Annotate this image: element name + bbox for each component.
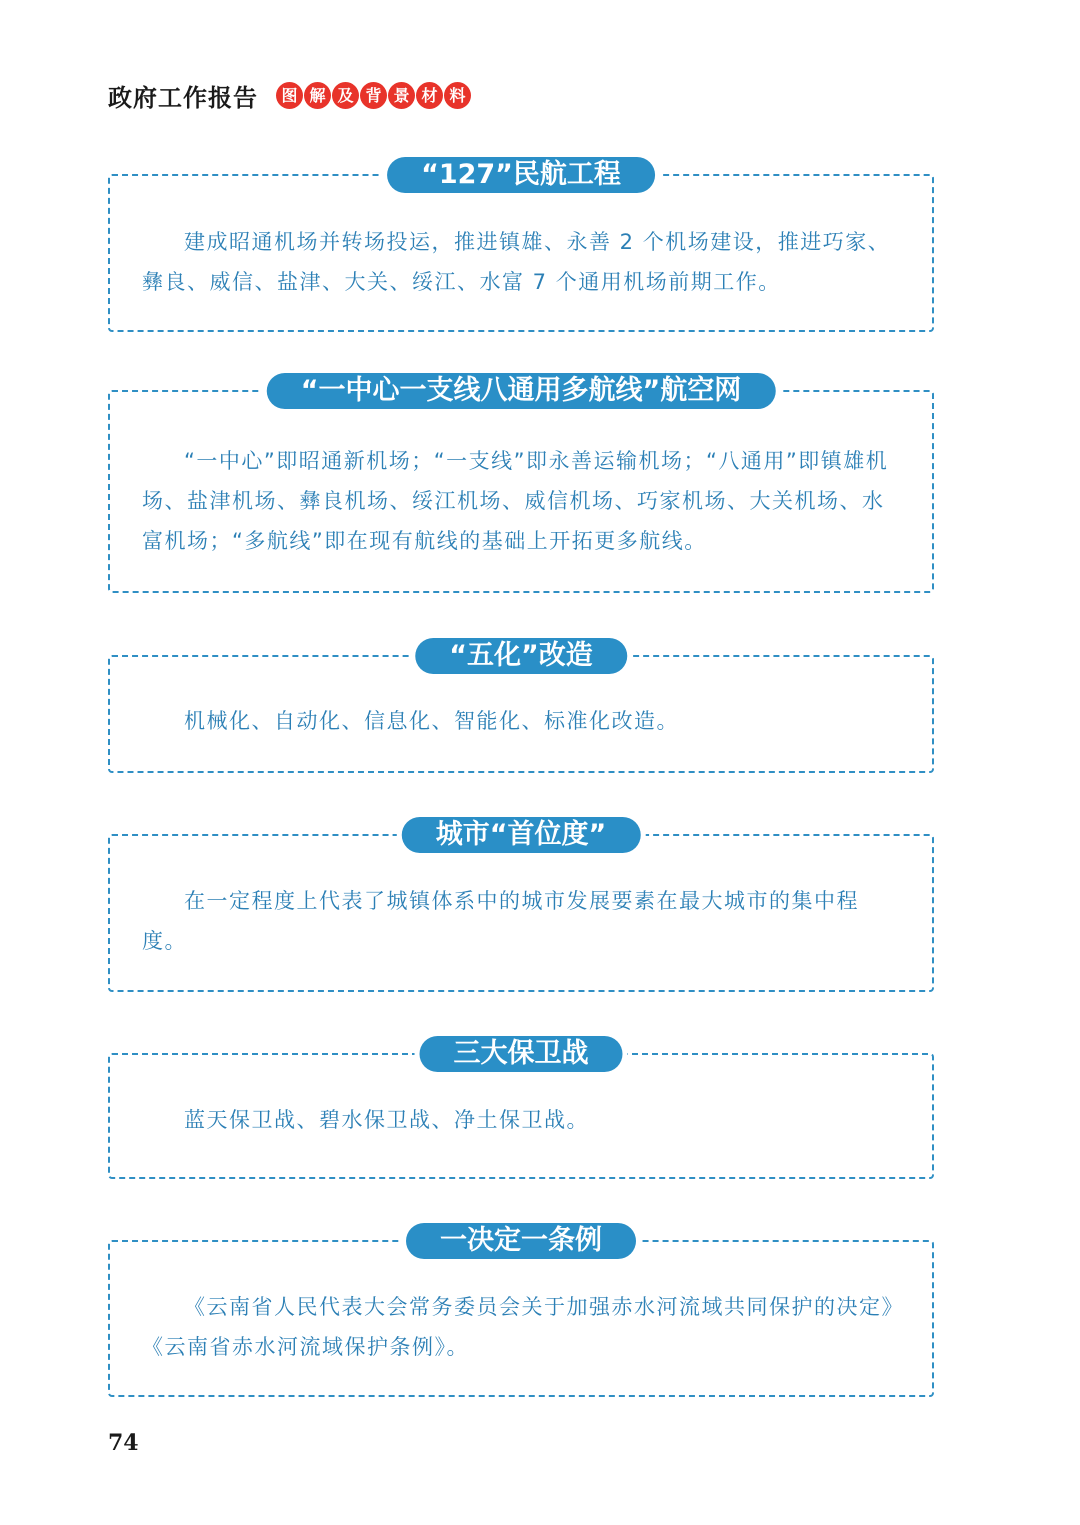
term-box bbox=[108, 1225, 934, 1397]
term-description: 在一定程度上代表了城镇体系中的城市发展要素在最大城市的集中程度。 bbox=[142, 889, 859, 953]
term-box bbox=[108, 819, 934, 992]
seal-char: 解 bbox=[304, 82, 331, 109]
term-box bbox=[108, 640, 934, 773]
term-heading: 三大保卫战 bbox=[420, 1036, 623, 1072]
seal-char: 及 bbox=[332, 82, 359, 109]
term-description: “一中心”即昭通新机场；“一支线”即永善运输机场；“八通用”即镇雄机场、盐津机场、彝良机场、绥江机场、威信机场、巧家机场、大关机场、水富机场；“多航线”即在现有航线的基础上开拓更多航线。 bbox=[142, 449, 889, 553]
seal-char: 料 bbox=[444, 82, 471, 109]
term-box bbox=[108, 1038, 934, 1179]
term-heading: “一中心一支线八通用多航线”航空网 bbox=[267, 373, 776, 409]
term-description: 《云南省人民代表大会常务委员会关于加强赤水河流域共同保护的决定》《云南省赤水河流域保护条例》。 bbox=[142, 1295, 894, 1359]
seal-char: 景 bbox=[388, 82, 415, 109]
seal-char: 图 bbox=[276, 82, 303, 109]
term-heading: “127”民航工程 bbox=[387, 157, 655, 193]
page-header bbox=[108, 78, 472, 112]
term-description: 建成昭通机场并转场投运，推进镇雄、永善 2 个机场建设，推进巧家、彝良、威信、盐津、大关、绥江、水富 7 个通用机场前期工作。 bbox=[142, 230, 891, 294]
term-heading: “五化”改造 bbox=[415, 638, 627, 674]
term-box bbox=[108, 159, 934, 332]
term-description: 蓝天保卫战、碧水保卫战、净土保卫战。 bbox=[184, 1108, 589, 1132]
term-heading: 城市“首位度” bbox=[402, 817, 641, 853]
seal-char: 材 bbox=[416, 82, 443, 109]
term-box bbox=[108, 375, 934, 593]
term-heading: 一决定一条例 bbox=[406, 1223, 636, 1259]
header-title: 政府工作报告 bbox=[108, 82, 258, 112]
seal-char: 背 bbox=[360, 82, 387, 109]
page-number: 74 bbox=[108, 1430, 139, 1456]
term-description: 机械化、自动化、信息化、智能化、标准化改造。 bbox=[184, 709, 679, 733]
header-seal-logo bbox=[276, 82, 472, 109]
